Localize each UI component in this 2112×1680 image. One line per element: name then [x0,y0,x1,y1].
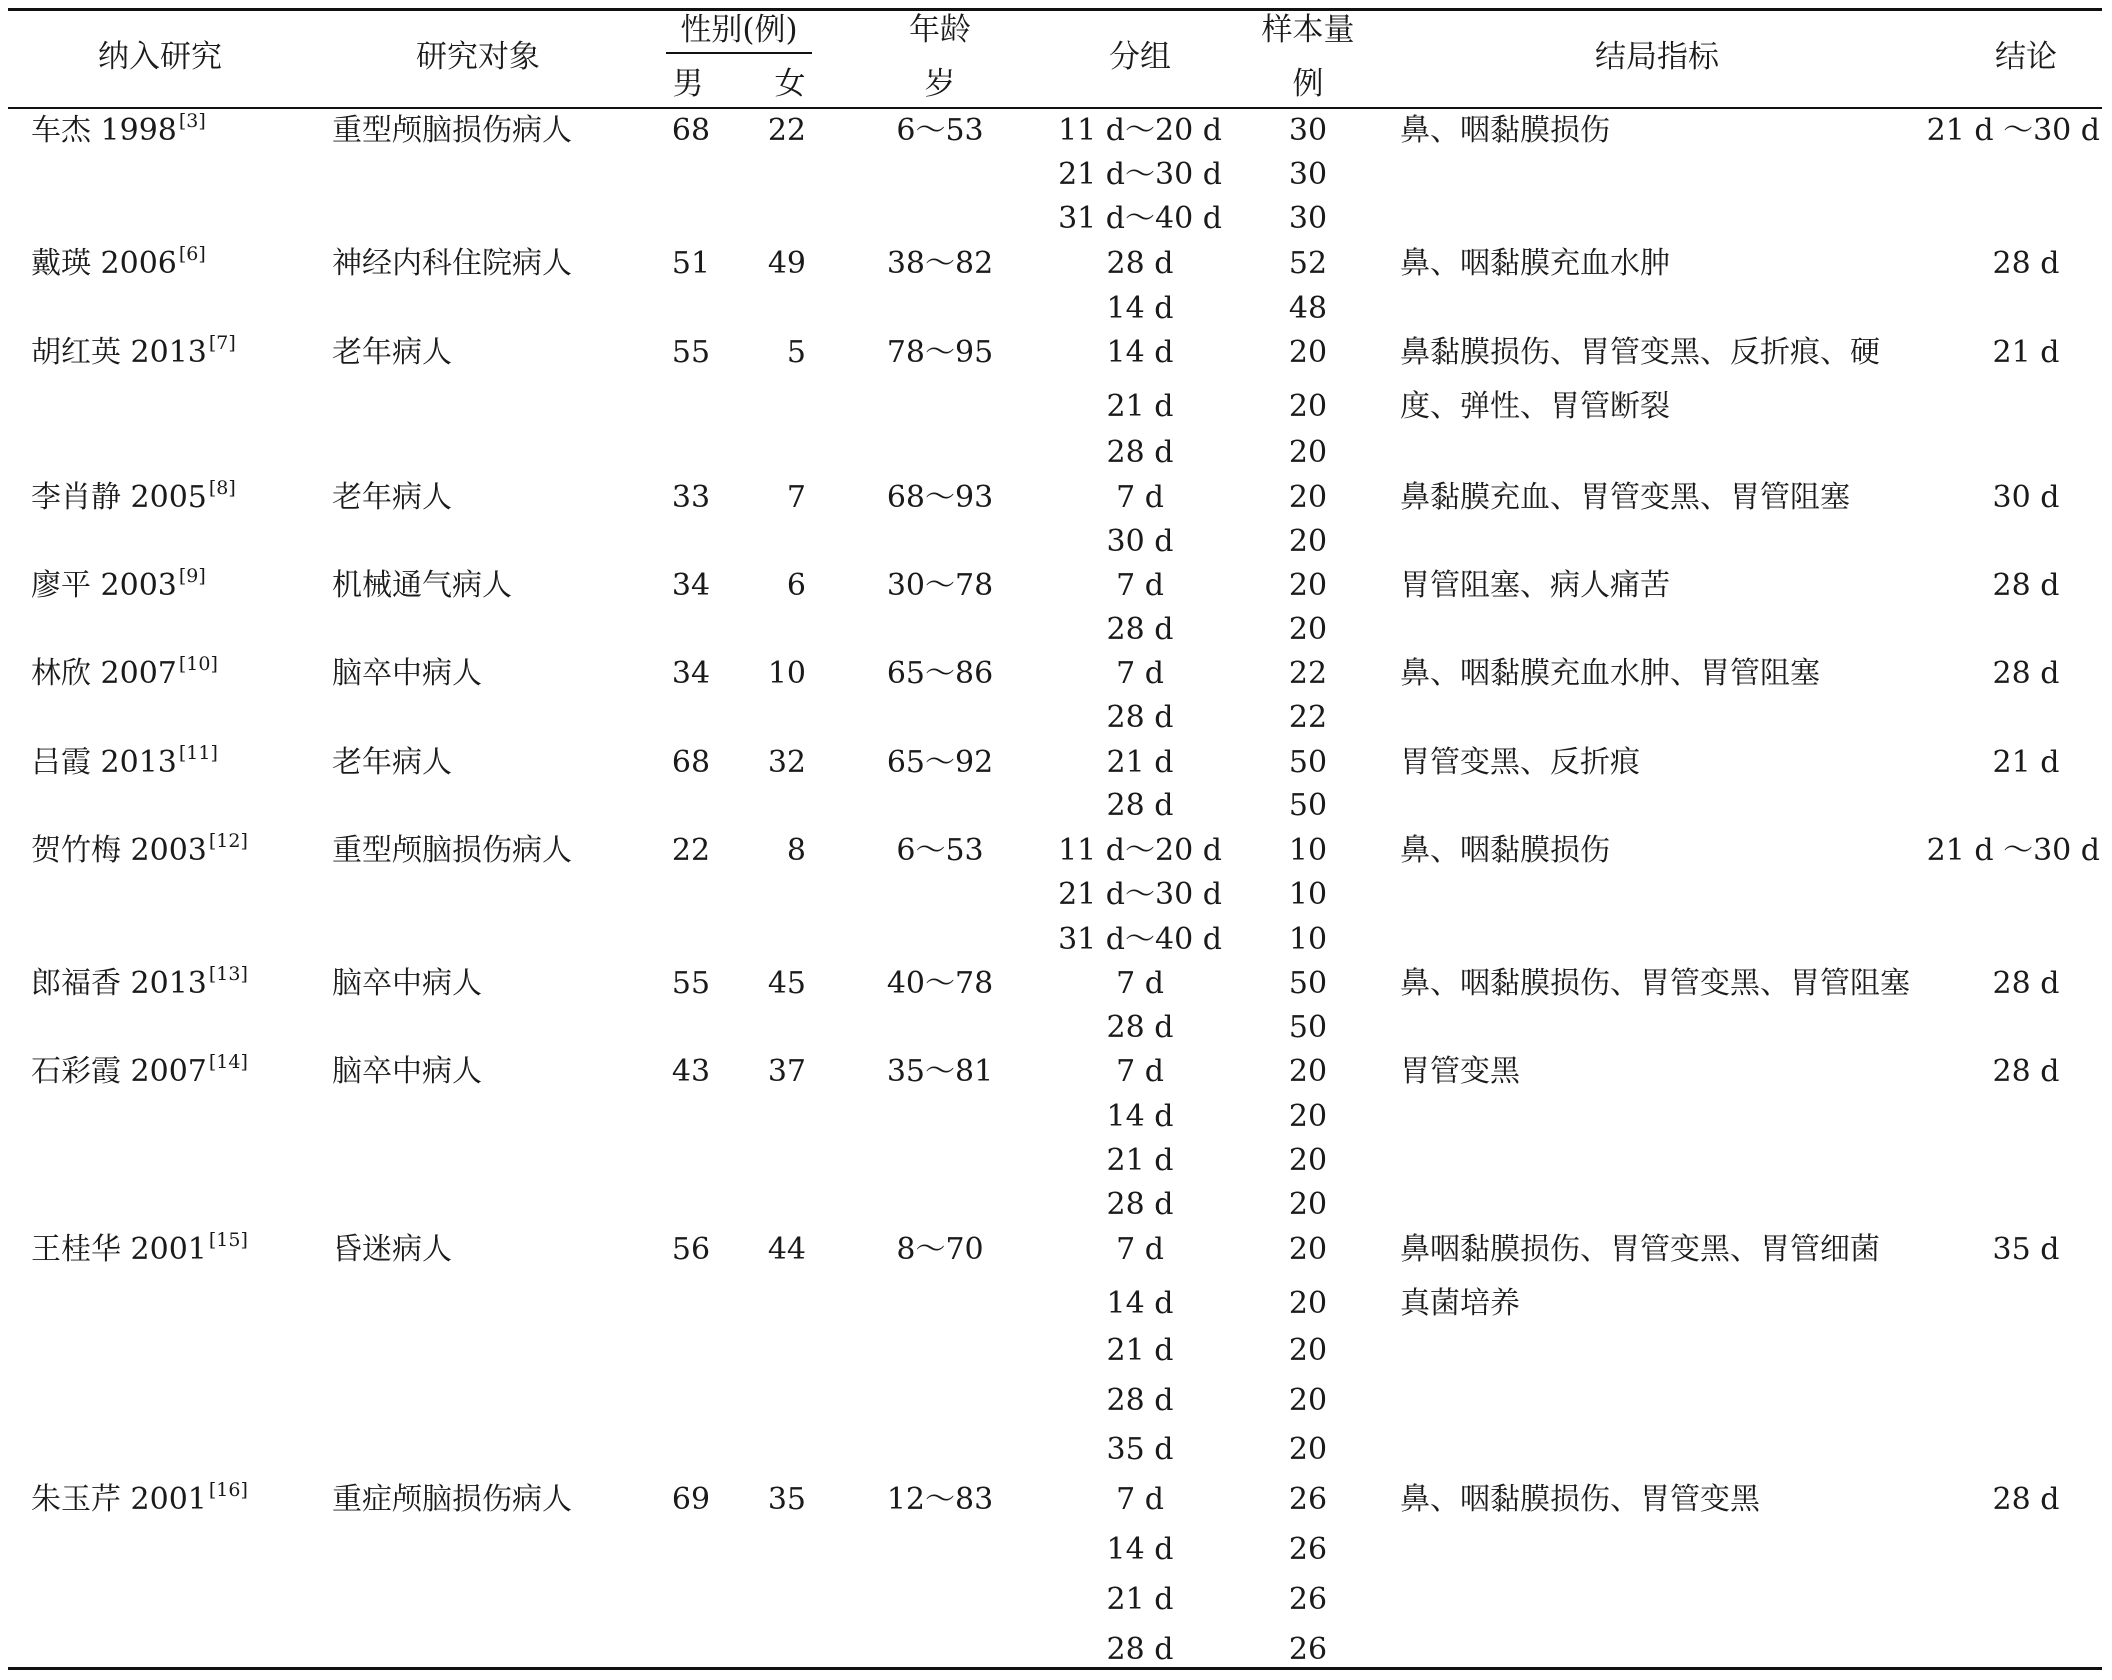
group-duration: 21 d [1106,389,1174,424]
group-sample-size: 20 [1288,612,1328,647]
study-subject: 重型颅脑损伤病人 [332,833,572,868]
conclusion-value: 28 d [1992,246,2060,281]
female-count: 7 [786,480,806,515]
female-count: 45 [767,966,806,1001]
group-sample-size: 20 [1288,1383,1328,1418]
group-sample-size: 10 [1288,833,1328,868]
header-sex: 性别(例) [680,12,798,48]
outcome-text: 鼻、咽黏膜充血水肿 [1400,246,1670,281]
group-duration: 28 d [1106,700,1174,735]
study-name: 王桂华 2001 [15] [31,1229,248,1267]
header-study: 纳入研究 [98,39,222,75]
conclusion-value: 21 d [1992,335,2060,370]
study-reference: [8] [208,477,236,499]
female-count: 10 [767,656,806,691]
study-subject: 脑卒中病人 [332,1054,482,1089]
study-subject: 机械通气病人 [332,568,512,603]
outcome-text: 鼻、咽黏膜损伤 [1400,833,1610,868]
outcome-text: 度、弹性、胃管断裂 [1400,389,1670,424]
group-duration: 30 d [1106,524,1174,559]
group-duration: 21 d [1106,1333,1174,1368]
group-duration: 28 d [1106,1632,1174,1667]
study-reference: [15] [208,1229,248,1251]
outcome-text: 胃管阻塞、病人痛苦 [1400,568,1670,603]
group-duration: 21 d [1106,1582,1174,1617]
age-range: 6～53 [896,833,984,868]
group-sample-size: 20 [1288,1286,1328,1321]
group-duration: 14 d [1106,1286,1174,1321]
group-sample-size: 22 [1288,656,1328,691]
female-count: 35 [767,1482,806,1517]
group-sample-size: 20 [1288,1333,1328,1368]
top-rule [8,8,2102,11]
study-subject: 老年病人 [332,480,452,515]
group-sample-size: 30 [1288,201,1328,236]
group-sample-size: 50 [1288,966,1328,1001]
group-sample-size: 20 [1288,524,1328,559]
male-count: 55 [671,335,711,370]
group-duration: 21 d [1106,1143,1174,1178]
study-subject: 神经内科住院病人 [332,246,572,281]
age-range: 68～93 [886,480,994,515]
group-duration: 11 d～20 d [1058,833,1222,868]
group-sample-size: 52 [1288,246,1328,281]
outcome-text: 鼻咽黏膜损伤、胃管变黑、胃管细菌 [1400,1232,1880,1267]
outcome-text: 鼻黏膜损伤、胃管变黑、反折痕、硬 [1400,335,1880,370]
group-sample-size: 30 [1288,157,1328,192]
age-range: 35～81 [886,1054,994,1089]
study-reference: [9] [178,565,206,587]
age-range: 40～78 [886,966,994,1001]
study-name: 胡红英 2013 [7] [31,332,236,370]
female-count: 44 [767,1232,806,1267]
group-duration: 28 d [1106,1010,1174,1045]
male-count: 69 [671,1482,711,1517]
header-sample: 样本量 [1261,12,1355,48]
study-name: 廖平 2003 [9] [31,565,206,603]
header-sample-unit: 例 [1292,66,1324,102]
header-group: 分组 [1109,39,1171,75]
group-duration: 28 d [1106,1187,1174,1222]
header-rule [8,107,2102,109]
group-duration: 7 d [1116,1482,1164,1517]
header-conclusion: 结论 [1995,39,2057,75]
header-age: 年龄 [909,12,971,48]
conclusion-value: 30 d [1992,480,2060,515]
age-range: 65～86 [886,656,994,691]
study-subject: 重型颅脑损伤病人 [332,113,572,148]
outcome-text: 鼻、咽黏膜损伤、胃管变黑、胃管阻塞 [1400,966,1910,1001]
study-name: 戴瑛 2006 [6] [31,243,206,281]
conclusion-value: 28 d [1992,1054,2060,1089]
conclusion-value: 21 d [1992,745,2060,780]
group-duration: 28 d [1106,246,1174,281]
group-duration: 7 d [1116,656,1164,691]
conclusion-value: 28 d [1992,568,2060,603]
study-reference: [12] [208,830,248,852]
group-sample-size: 50 [1288,1010,1328,1045]
group-duration: 14 d [1106,291,1174,326]
group-sample-size: 26 [1288,1632,1328,1667]
group-duration: 21 d～30 d [1058,877,1222,912]
outcome-text: 胃管变黑 [1400,1054,1520,1089]
conclusion-value: 28 d [1992,966,2060,1001]
group-sample-size: 20 [1288,389,1328,424]
age-range: 38～82 [886,246,994,281]
male-count: 34 [671,656,711,691]
study-reference: [6] [178,243,206,265]
header-age-unit: 岁 [924,66,956,102]
conclusion-value: 21 d ～30 d [1926,113,2100,148]
age-range: 30～78 [886,568,994,603]
male-count: 33 [671,480,711,515]
male-count: 56 [671,1232,711,1267]
female-count: 49 [767,246,806,281]
study-name: 朱玉芹 2001 [16] [31,1479,248,1517]
male-count: 34 [671,568,711,603]
study-name: 李肖静 2005 [8] [31,477,236,515]
group-duration: 28 d [1106,435,1174,470]
female-count: 5 [786,335,806,370]
study-subject: 脑卒中病人 [332,966,482,1001]
group-sample-size: 20 [1288,435,1328,470]
study-name: 车杰 1998 [3] [31,110,206,148]
group-sample-size: 20 [1288,1099,1328,1134]
study-reference: [11] [178,742,218,764]
group-duration: 28 d [1106,612,1174,647]
group-sample-size: 20 [1288,1232,1328,1267]
header-subject: 研究对象 [416,39,540,75]
conclusion-value: 21 d ～30 d [1926,833,2100,868]
study-name: 贺竹梅 2003 [12] [31,830,248,868]
group-sample-size: 20 [1288,1432,1328,1467]
group-sample-size: 20 [1288,480,1328,515]
group-duration: 28 d [1106,1383,1174,1418]
conclusion-value: 28 d [1992,656,2060,691]
group-duration: 21 d～30 d [1058,157,1222,192]
group-duration: 7 d [1116,1054,1164,1089]
group-sample-size: 26 [1288,1582,1328,1617]
male-count: 68 [671,745,711,780]
study-subject: 昏迷病人 [332,1232,452,1267]
male-count: 22 [671,833,711,868]
study-reference: [7] [208,332,236,354]
outcome-text: 胃管变黑、反折痕 [1400,745,1640,780]
age-range: 78～95 [886,335,994,370]
group-sample-size: 10 [1288,877,1328,912]
outcome-text: 鼻、咽黏膜充血水肿、胃管阻塞 [1400,656,1820,691]
study-subject: 重症颅脑损伤病人 [332,1482,572,1517]
header-male: 男 [672,66,704,102]
male-count: 43 [671,1054,711,1089]
group-duration: 7 d [1116,1232,1164,1267]
study-reference: [16] [208,1479,248,1501]
group-duration: 7 d [1116,966,1164,1001]
group-duration: 14 d [1106,1099,1174,1134]
outcome-text: 鼻、咽黏膜损伤、胃管变黑 [1400,1482,1760,1517]
group-duration: 35 d [1106,1432,1174,1467]
group-duration: 7 d [1116,480,1164,515]
group-duration: 21 d [1106,745,1174,780]
study-name: 石彩霞 2007 [14] [31,1051,248,1089]
bottom-rule [8,1667,2102,1670]
female-count: 8 [786,833,806,868]
group-sample-size: 50 [1288,745,1328,780]
group-sample-size: 30 [1288,113,1328,148]
group-duration: 31 d～40 d [1058,201,1222,236]
header-outcome: 结局指标 [1595,39,1719,75]
group-sample-size: 20 [1288,568,1328,603]
age-range: 65～92 [886,745,994,780]
group-duration: 14 d [1106,335,1174,370]
study-reference: [10] [178,653,218,675]
group-sample-size: 20 [1288,335,1328,370]
study-name: 吕霞 2013 [11] [31,742,218,780]
group-duration: 31 d～40 d [1058,922,1222,957]
study-reference: [13] [208,963,248,985]
group-sample-size: 48 [1288,291,1328,326]
age-range: 12～83 [886,1482,994,1517]
male-count: 68 [671,113,711,148]
group-duration: 28 d [1106,788,1174,823]
group-sample-size: 22 [1288,700,1328,735]
outcome-text: 鼻、咽黏膜损伤 [1400,113,1610,148]
group-sample-size: 10 [1288,922,1328,957]
age-range: 6～53 [896,113,984,148]
group-sample-size: 20 [1288,1054,1328,1089]
group-duration: 11 d～20 d [1058,113,1222,148]
conclusion-value: 35 d [1992,1232,2060,1267]
sex-group-underline [666,52,812,54]
female-count: 37 [767,1054,806,1089]
female-count: 22 [767,113,806,148]
conclusion-value: 28 d [1992,1482,2060,1517]
group-duration: 7 d [1116,568,1164,603]
male-count: 55 [671,966,711,1001]
group-sample-size: 20 [1288,1143,1328,1178]
study-reference: [14] [208,1051,248,1073]
group-sample-size: 20 [1288,1187,1328,1222]
study-subject: 脑卒中病人 [332,656,482,691]
age-range: 8～70 [896,1232,984,1267]
outcome-text: 真菌培养 [1400,1286,1520,1321]
study-subject: 老年病人 [332,335,452,370]
group-sample-size: 26 [1288,1532,1328,1567]
male-count: 51 [671,246,711,281]
study-reference: [3] [178,110,206,132]
outcome-text: 鼻黏膜充血、胃管变黑、胃管阻塞 [1400,480,1850,515]
study-name: 林欣 2007 [10] [31,653,218,691]
study-name: 郎福香 2013 [13] [31,963,248,1001]
group-sample-size: 26 [1288,1482,1328,1517]
header-female: 女 [774,66,806,102]
study-subject: 老年病人 [332,745,452,780]
group-duration: 14 d [1106,1532,1174,1567]
female-count: 32 [767,745,806,780]
female-count: 6 [786,568,806,603]
group-sample-size: 50 [1288,788,1328,823]
